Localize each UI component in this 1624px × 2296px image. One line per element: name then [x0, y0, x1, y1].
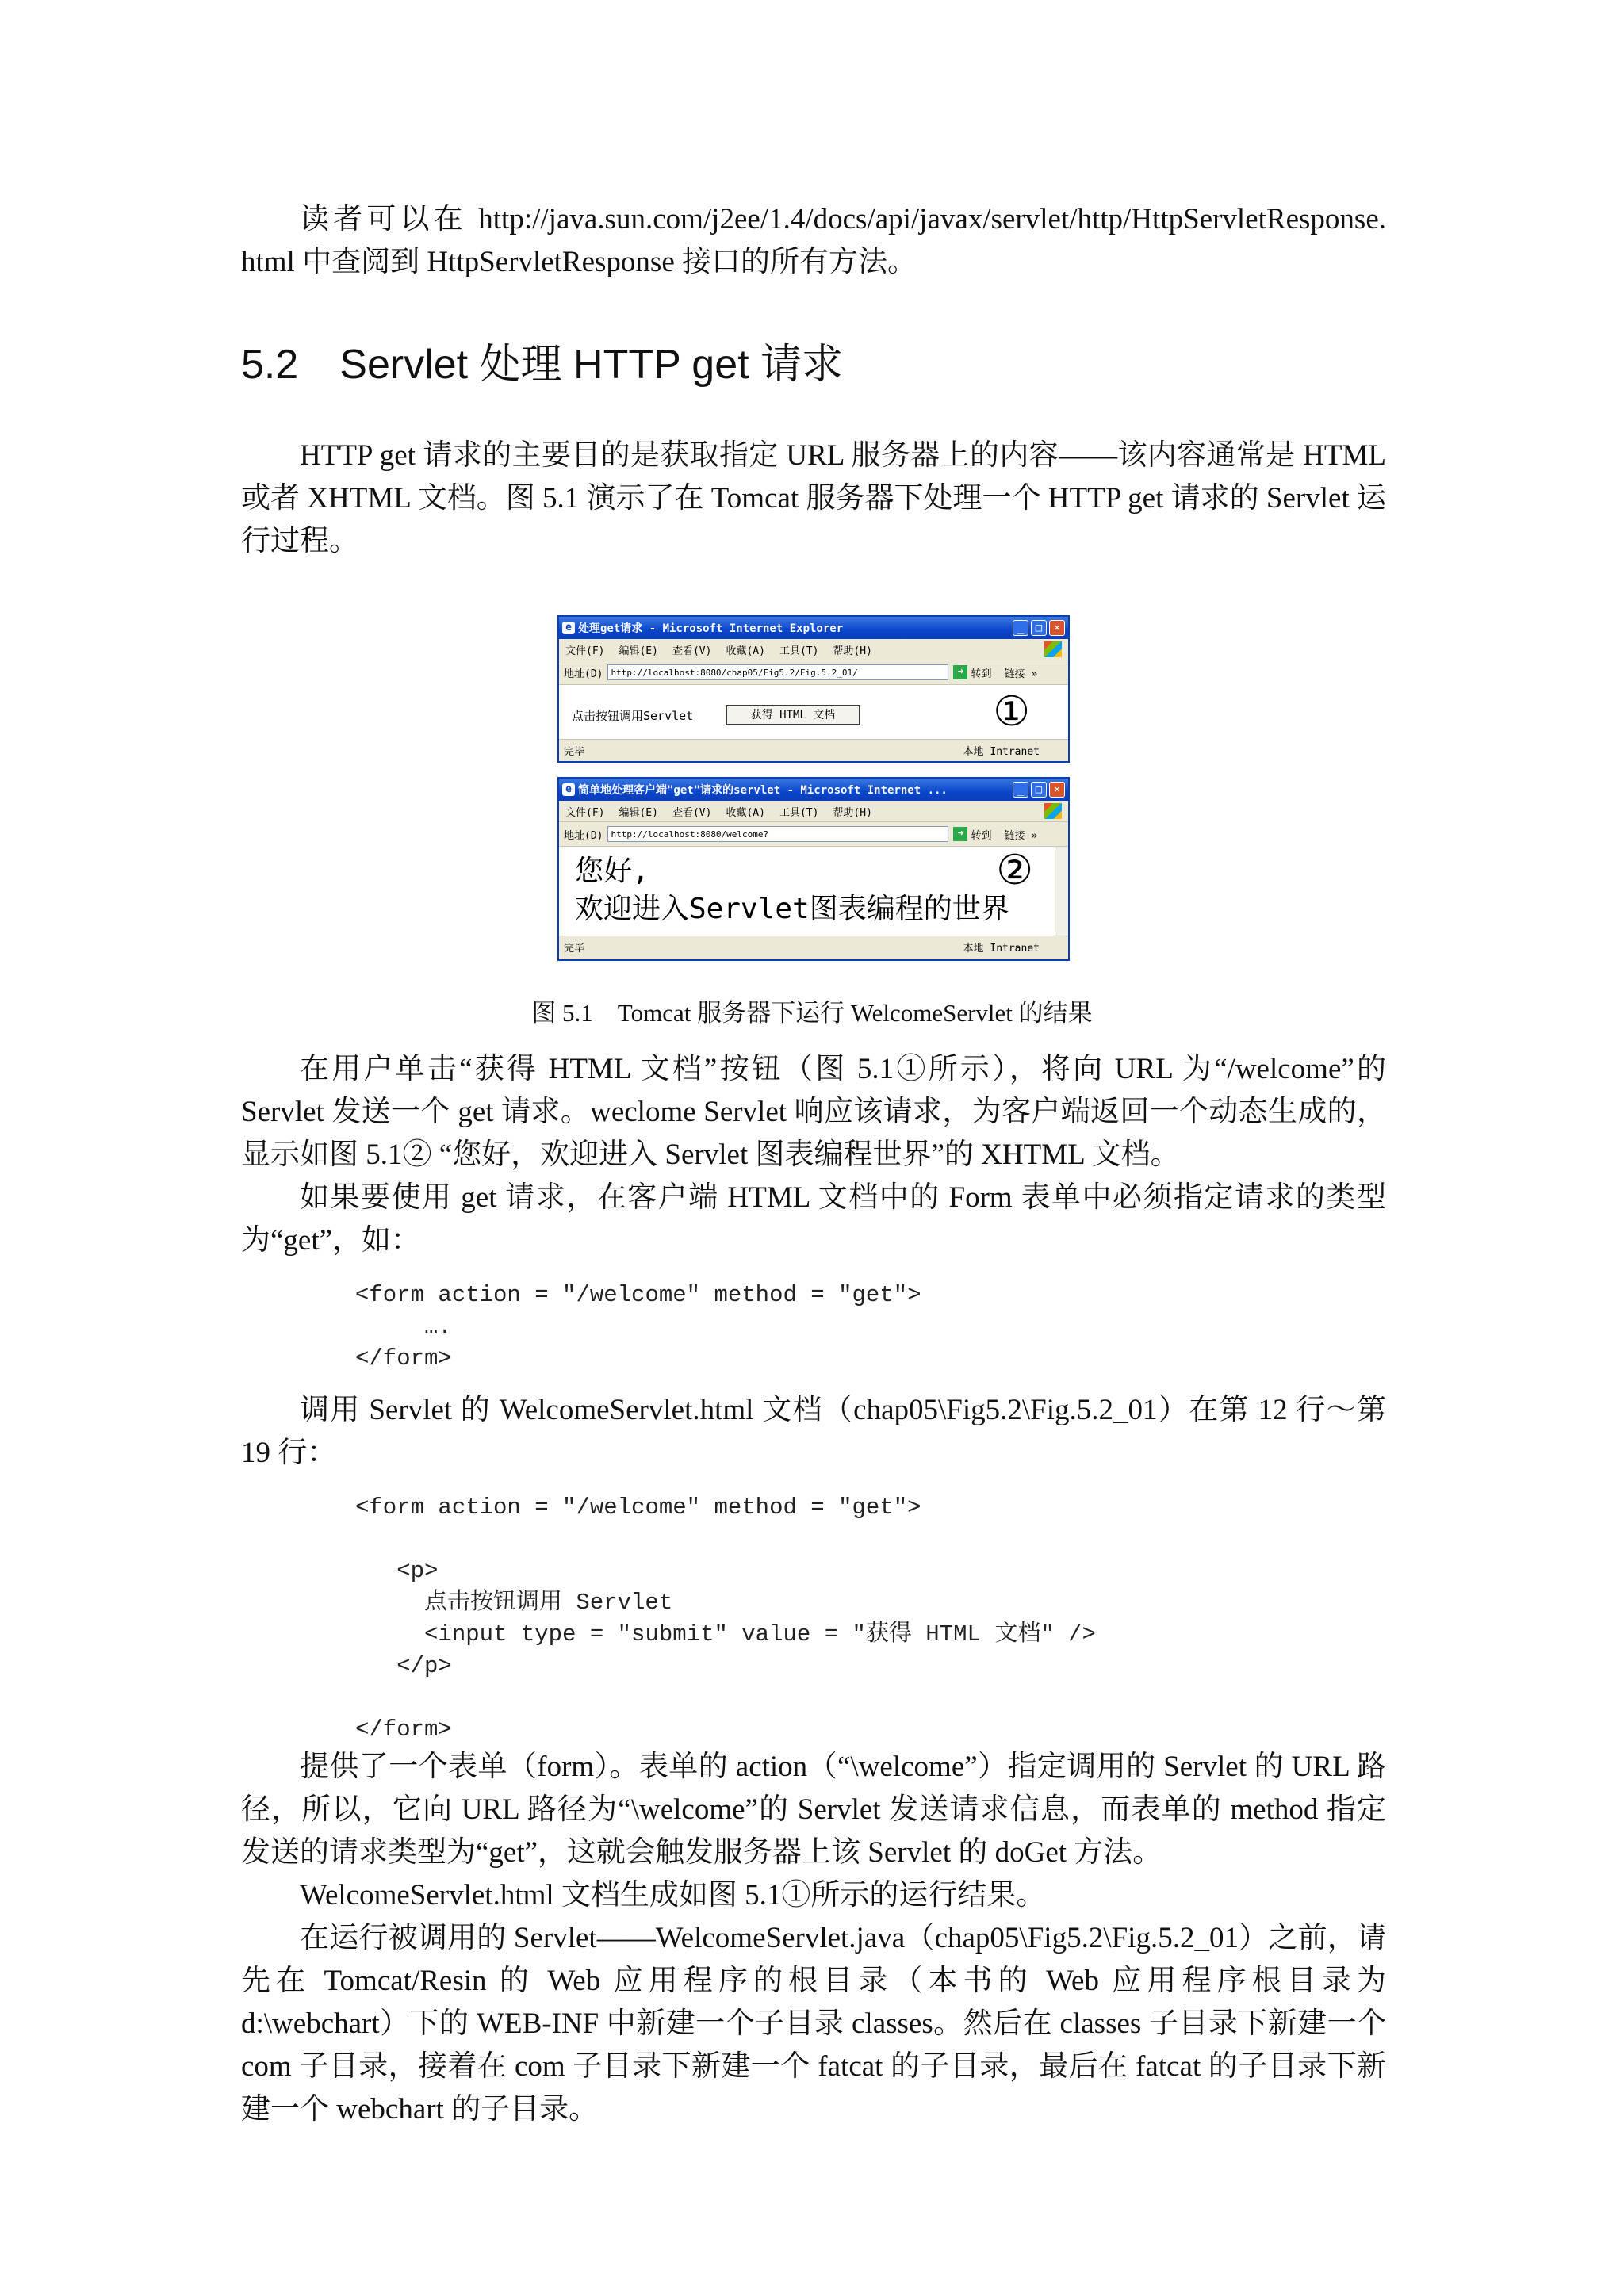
zone-text: 本地 Intranet [963, 745, 1040, 758]
menu-file[interactable]: 文件(F) [565, 806, 605, 819]
windows-logo-icon [1044, 641, 1062, 657]
page-content [559, 847, 1068, 936]
go-arrow-icon[interactable]: ➜ [953, 827, 967, 841]
menu-bar [559, 801, 1068, 822]
maximize-button[interactable]: □ [1031, 620, 1047, 636]
links-button[interactable]: 链接 » [1004, 829, 1038, 842]
address-label: 地址(D) [564, 668, 603, 680]
zone-text: 本地 Intranet [963, 942, 1040, 955]
menu-view[interactable]: 查看(V) [672, 806, 712, 819]
window-title: 处理get请求 - Microsoft Internet Explorer [578, 622, 844, 635]
menu-file[interactable]: 文件(F) [565, 645, 605, 657]
go-button[interactable]: 转到 [971, 829, 992, 842]
title-bar [559, 617, 1068, 639]
page-content [559, 685, 1068, 739]
vertical-scrollbar[interactable] [1055, 847, 1068, 936]
marker-1: ① [993, 688, 1030, 736]
paragraph-get-intro: HTTP get 请求的主要目的是获取指定 URL 服务器上的内容——该内容通常是 HTML 或者 XHTML 文档。图 5.1 演示了在 Tomcat 服务器下处理一个 HTTP get 请求的 Servlet 运行过程。 [241, 439, 1386, 557]
address-input[interactable]: http://localhost:8080/welcome? [607, 826, 948, 842]
menu-favorites[interactable]: 收藏(A) [726, 806, 765, 819]
status-bar [559, 739, 1068, 760]
figure-caption: 图 5.1 Tomcat 服务器下运行 WelcomeServlet 的结果 [531, 999, 1093, 1027]
prompt-text: 点击按钮调用Servlet [572, 709, 694, 723]
paragraph-result: WelcomeServlet.html 文档生成如图 5.1①所示的运行结果。 [300, 1879, 1046, 1911]
title-bar [559, 779, 1068, 801]
menu-favorites[interactable]: 收藏(A) [726, 645, 765, 657]
paragraph-button-click: 在用户单击“获得 HTML 文档”按钮（图 5.1①所示），将向 URL 为“/welcome”的 Servlet 发送一个 get 请求。weclome Servlet 响应该请求，为客户端返回一个动态生成的，显示如图 5.1② “您好，欢迎进入 Servlet 图表编程世界”的 XHTML 文档。 [241, 1053, 1386, 1171]
menu-tools[interactable]: 工具(T) [779, 806, 819, 819]
paragraph-get-form: 如果要使用 get 请求，在客户端 HTML 文档中的 Form 表单中必须指定请求的类型为“get”，如： [241, 1181, 1386, 1257]
windows-logo-icon [1044, 803, 1062, 819]
paragraph-form-action: 提供了一个表单（form）。表单的 action（“\welcome”）指定调用的 Servlet 的 URL 路径，所以，它向 URL 路径为“\welcome”的 Servlet 发送请求信息，而表单的 method 指定发送的请求类型为“get”，这就会触发服务器上该 Servlet 的 doGet 方法。 [241, 1751, 1386, 1869]
menu-help[interactable]: 帮助(H) [833, 806, 872, 819]
close-button[interactable]: × [1049, 620, 1065, 636]
browser-window-2 [557, 777, 1070, 961]
menu-edit[interactable]: 编辑(E) [619, 806, 658, 819]
minimize-button[interactable]: _ [1013, 620, 1028, 636]
menu-tools[interactable]: 工具(T) [779, 645, 819, 657]
status-bar [559, 936, 1068, 957]
welcome-line: 欢迎进入Servlet图表编程的世界 [575, 893, 1009, 925]
address-bar [559, 660, 1068, 685]
code-block-2: <form action = "/welcome" method = "get"> <p> 点击按钮调用 Servlet <input type = "submit" value = "获得 HTML 文档" /> </p> </form> [355, 1494, 1096, 1743]
close-button[interactable]: × [1049, 782, 1065, 798]
menu-bar [559, 639, 1068, 660]
status-text: 完毕 [564, 745, 585, 758]
ie-icon: e [562, 783, 575, 796]
address-bar [559, 822, 1068, 847]
get-html-button[interactable]: 获得 HTML 文档 [726, 705, 860, 725]
menu-edit[interactable]: 编辑(E) [619, 645, 658, 657]
go-arrow-icon[interactable]: ➜ [953, 665, 967, 679]
status-text: 完毕 [564, 942, 585, 955]
window-title: 简单地处理客户端"get"请求的servlet - Microsoft Internet ... [578, 784, 948, 797]
paragraph-directories: 在运行被调用的 Servlet——WelcomeServlet.java（chap05\Fig5.2\Fig.5.2_01）之前，请先在 Tomcat/Resin 的 Web 应用程序的根目录（本书的 Web 应用程序根目录为 d:\webchart）下的 WEB-INF 中新建一个子目录 classes。然后在 classes 子目录下新建一个 com 子目录，接着在 com 子目录下新建一个 fatcat 的子目录，最后在 fatcat 的子目录下新建一个 webchart 的子目录。 [241, 1922, 1386, 2126]
address-input[interactable]: http://localhost:8080/chap05/Fig5.2/Fig.5.2_01/ [607, 664, 948, 680]
menu-view[interactable]: 查看(V) [672, 645, 712, 657]
code-block-1: <form action = "/welcome" method = "get"> …. </form> [355, 1282, 921, 1372]
links-button[interactable]: 链接 » [1004, 668, 1038, 680]
marker-2: ② [996, 847, 1033, 894]
section-heading: 5.2 Servlet 处理 HTTP get 请求 [241, 342, 844, 388]
greeting-line: 您好, [575, 855, 649, 887]
minimize-button[interactable]: _ [1013, 782, 1028, 798]
paragraph-welcome-html: 调用 Servlet 的 WelcomeServlet.html 文档（chap05\Fig5.2\Fig.5.2_01）在第 12 行～第 19 行： [241, 1394, 1386, 1469]
browser-window-1 [557, 615, 1070, 763]
menu-help[interactable]: 帮助(H) [833, 645, 872, 657]
address-label: 地址(D) [564, 829, 603, 842]
go-button[interactable]: 转到 [971, 668, 992, 680]
ie-icon: e [562, 622, 575, 634]
maximize-button[interactable]: □ [1031, 782, 1047, 798]
intro-paragraph: 读者可以在 http://java.sun.com/j2ee/1.4/docs/api/javax/servlet/http/HttpServletResponse. html 中查阅到 HttpServletResponse 接口的所有方法。 [241, 203, 1386, 278]
